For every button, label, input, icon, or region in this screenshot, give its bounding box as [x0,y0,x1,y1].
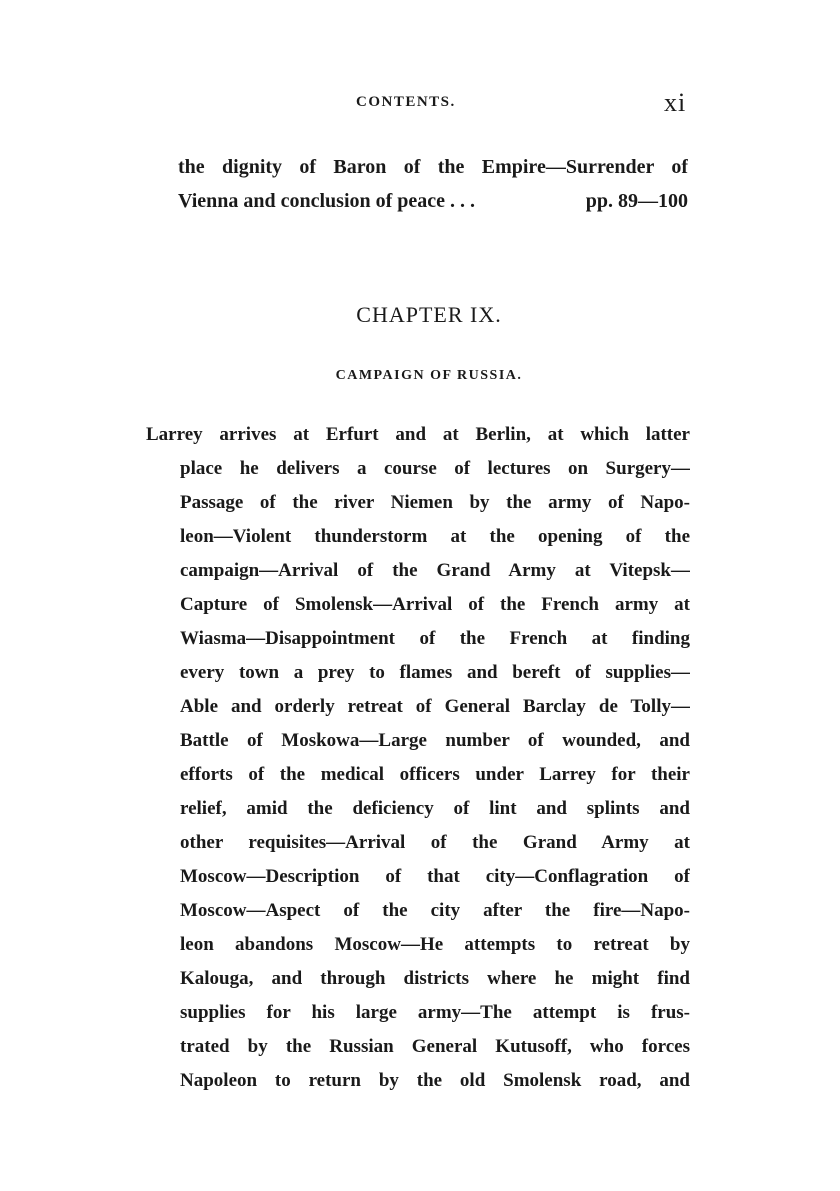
summary-line: trated by the Russian General Kutusoff, who forces [180,1036,690,1057]
summary-line: Larrey arrives at Erfurt and at Berlin, at which latter [146,424,690,445]
summary-line: campaign—Arrival of the Grand Army at Vitepsk— [180,560,690,581]
summary-line: other requisites—Arrival of the Grand Army at [180,832,690,853]
summary-line-with-page-ref [178,184,688,218]
running-title: CONTENTS. [356,94,456,110]
chapter-heading: CHAPTER IX. [356,302,502,327]
summary-line: Able and orderly retreat of General Barclay de Tolly— [180,696,690,717]
summary-line: Battle of Moskowa—Large number of wounded, and [180,730,690,751]
summary-line: supplies for his large army—The attempt is frus- [180,1002,690,1023]
summary-line: Kalouga, and through districts where he might find [180,968,690,989]
summary-line: Moscow—Description of that city—Conflagration of [180,866,690,887]
summary-line: relief, amid the deficiency of lint and splints and [180,798,690,819]
summary-line: Moscow—Aspect of the city after the fire—Napo- [180,900,690,921]
summary-line: Vienna and conclusion of peace . . . [178,190,476,212]
chapter-summary [146,418,690,1098]
page-number: xi [664,88,687,117]
summary-line: Wiasma—Disappointment of the French at finding [180,628,690,649]
summary-line: leon—Violent thunderstorm at the opening of the [180,526,690,547]
summary-line: efforts of the medical officers under Larrey for their [180,764,690,785]
summary-line: Passage of the river Niemen by the army of Napo- [180,492,690,513]
page-reference: pp. 89—100 [585,190,688,212]
continued-chapter-summary [178,150,688,218]
chapter-subtitle: CAMPAIGN OF RUSSIA. [335,368,523,383]
summary-line: leon abandons Moscow—He attempts to retreat by [180,934,690,955]
running-head [0,88,840,118]
summary-line: Capture of Smolensk—Arrival of the French army at [180,594,690,615]
summary-line: Napoleon to return by the old Smolensk road, and [180,1070,690,1091]
summary-line: place he delivers a course of lectures on Surgery— [180,458,690,479]
summary-line: the dignity of Baron of the Empire—Surrender of [178,156,688,178]
summary-line: every town a prey to flames and bereft of supplies— [180,662,690,683]
